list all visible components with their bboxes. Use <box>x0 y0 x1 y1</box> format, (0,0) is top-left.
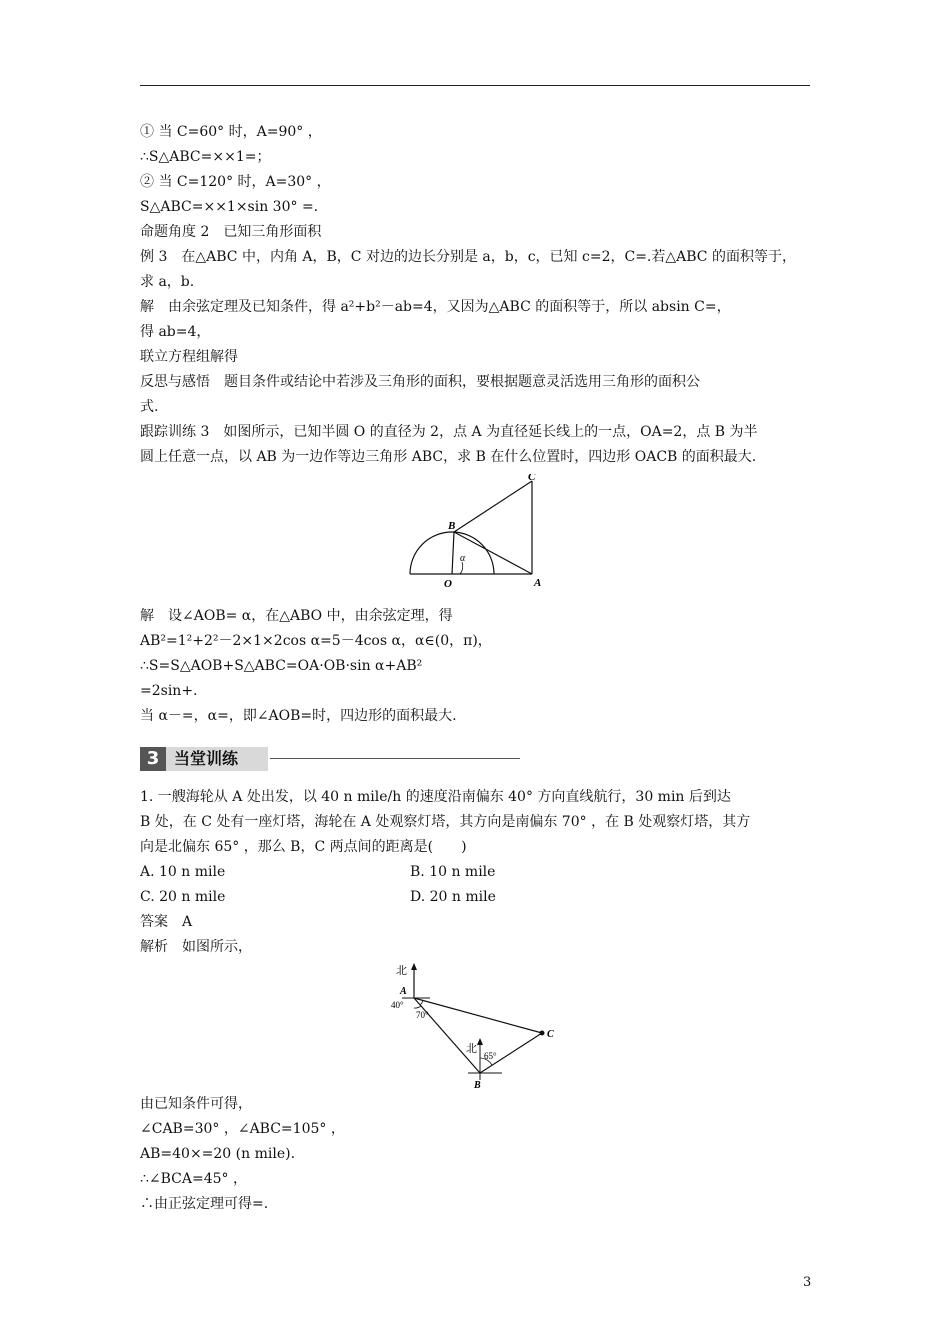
section-header <box>140 743 815 775</box>
question-line: 1. 一艘海轮从 A 处出发，以 40 n mile/h 的速度沿南偏东 40° 方向直线航行，30 min 后到达 <box>140 789 731 805</box>
label-b: B <box>448 520 456 532</box>
example-line: 求 a，b. <box>140 274 195 290</box>
section-number: 3 <box>140 747 166 771</box>
page-content <box>140 120 815 1217</box>
exercise-line: 圆上任意一点，以 AB 为一边作等边三角形 ABC，求 B 在什么位置时，四边形 OACB 的面积最大. <box>140 449 757 465</box>
question-line: 向是北偏东 65° ，那么 B，C 两点间的距离是( ) <box>140 839 467 855</box>
label-a: A <box>534 577 542 589</box>
question-line: B 处，在 C 处有一座灯塔，海轮在 A 处观察灯塔，其方向是南偏东 70° ，在 B 处观察灯塔，其方 <box>140 814 751 830</box>
option-d: D. 20 n mile <box>410 889 496 905</box>
bearing-diagram <box>390 962 570 1092</box>
page-number: 3 <box>803 1275 812 1290</box>
answer-options <box>140 860 815 910</box>
header-rule <box>140 85 810 86</box>
subheading-line: 命题角度 2 已知三角形面积 <box>140 224 322 240</box>
label-b: B <box>474 1080 481 1091</box>
text-line: S△ABC=××1×sin 30° =. <box>140 199 319 215</box>
solution-line: 联立方程组解得 <box>140 349 238 365</box>
solution-line: =2sin+. <box>140 683 198 699</box>
solution-line: ∴∠BCA=45° ， <box>140 1171 248 1187</box>
navigation-figure <box>140 962 815 1092</box>
north-label-b: 北 <box>466 1042 477 1055</box>
answer-line: 答案 A <box>140 914 193 930</box>
label-c: C <box>528 474 536 483</box>
solution-line: 由已知条件可得， <box>140 1096 252 1112</box>
solution-line: AB=40×=20 (n mile). <box>140 1146 296 1162</box>
label-alpha: α <box>460 553 466 564</box>
solution-line: ∠CAB=30° ，∠ABC=105° ， <box>140 1121 345 1137</box>
analysis-line: 解析 如图所示， <box>140 939 252 955</box>
label-a: A <box>400 986 407 997</box>
solution-line: ∴S=S△AOB+S△ABC=OA·OB·sin α+AB² <box>140 658 423 674</box>
reflection-line: 式. <box>140 399 159 415</box>
example-line: 例 3 在△ABC 中，内角 A，B，C 对边的边长分别是 a，b，c，已知 c=2，C=.若△ABC 的面积等于， <box>140 249 796 265</box>
angle-40-label: 40° <box>391 1000 404 1010</box>
section-rule <box>270 758 520 759</box>
option-b: B. 10 n mile <box>410 864 496 880</box>
solution-line: AB²=1²+2²－2×1×2cos α=5－4cos α，α∈(0，π)， <box>140 633 492 649</box>
option-a: A. 10 n mile <box>140 864 226 880</box>
text-line: ① 当 C=60° 时，A=90° ， <box>140 124 322 140</box>
north-label-a: 北 <box>396 964 407 977</box>
text-line: ② 当 C=120° 时，A=30° ， <box>140 174 331 190</box>
solution-line: 解 设∠AOB= α，在△ABO 中，由余弦定理，得 <box>140 608 453 624</box>
label-o: O <box>444 578 452 590</box>
semicircle-diagram <box>402 474 552 599</box>
angle-65-label: 65° <box>484 1051 497 1061</box>
text-line: ∴S△ABC=××1=； <box>140 149 271 165</box>
label-c: C <box>547 1029 554 1040</box>
reflection-line: 反思与感悟 题目条件或结论中若涉及三角形的面积，要根据题意灵活选用三角形的面积公 <box>140 374 700 390</box>
solution-line: 当 α－=，α=，即∠AOB=时，四边形的面积最大. <box>140 708 457 724</box>
exercise-line: 跟踪训练 3 如图所示，已知半圆 O 的直径为 2，点 A 为直径延长线上的一点，OA=2，点 B 为半 <box>140 424 758 440</box>
angle-70-label: 70° <box>416 1010 429 1020</box>
semicircle-figure <box>140 474 815 604</box>
solution-line: 解 由余弦定理及已知条件，得 a²+b²－ab=4，又因为△ABC 的面积等于，所以 absin C=， <box>140 299 731 315</box>
option-c: C. 20 n mile <box>140 889 226 905</box>
solution-line: 得 ab=4， <box>140 324 211 340</box>
section-title: 当堂训练 <box>174 749 239 768</box>
solution-line: ∴由正弦定理可得=. <box>140 1196 269 1212</box>
